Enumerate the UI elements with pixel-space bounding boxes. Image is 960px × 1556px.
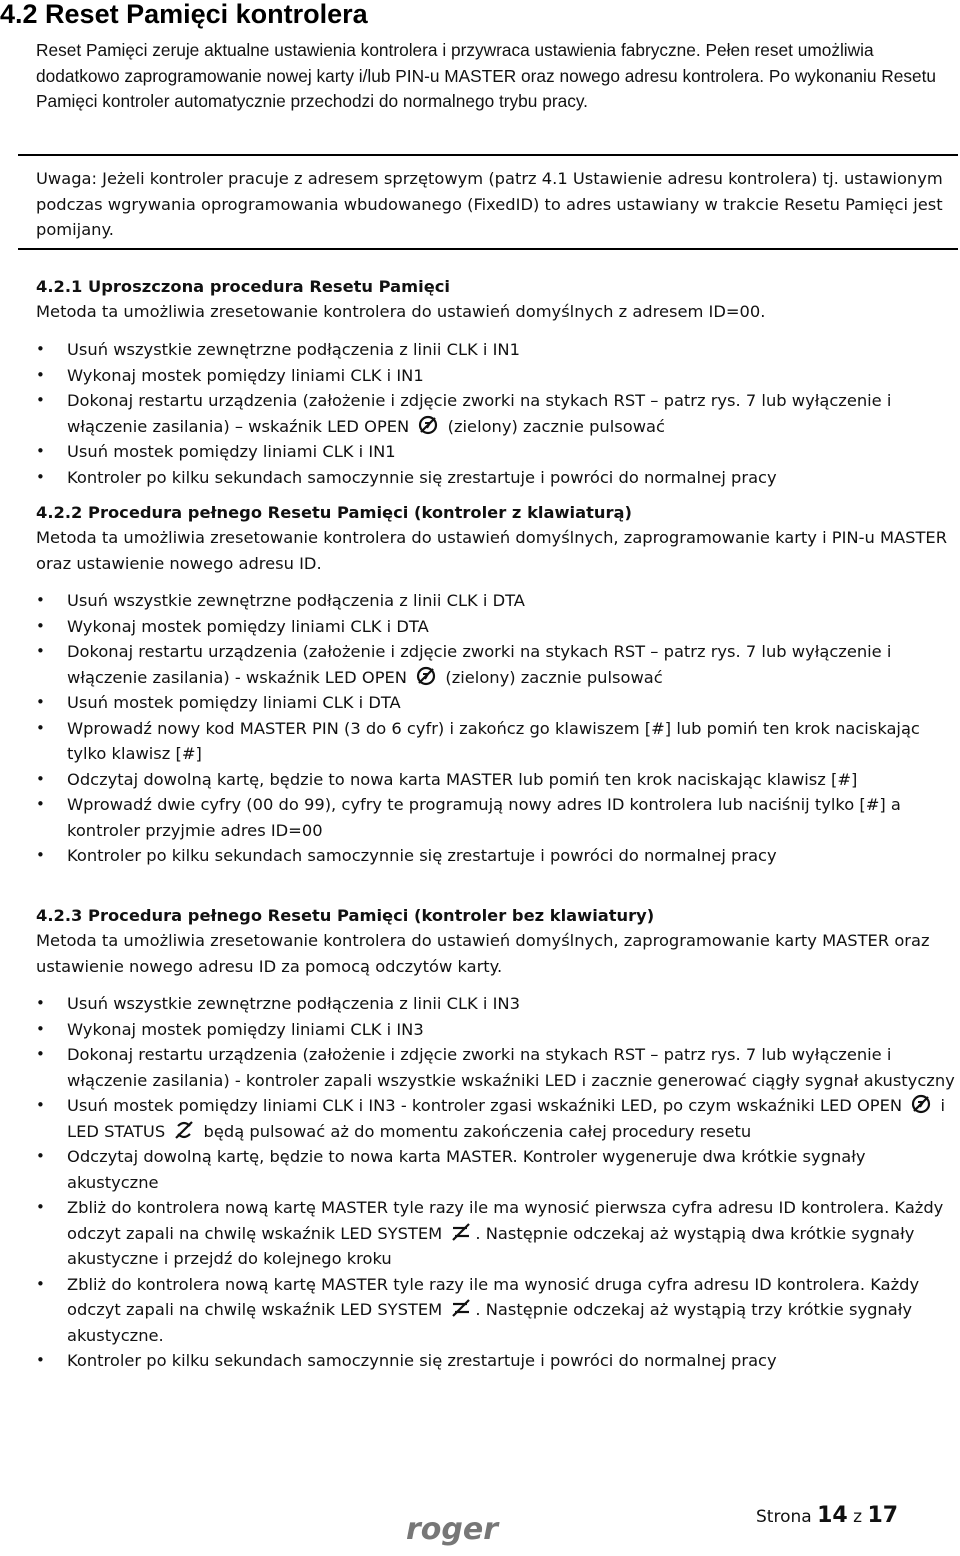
list-item: • Kontroler po kilku sekundach samoczynnie się zrestartuje i powróci do normalnej pracy <box>36 465 956 491</box>
list-item: • Zbliż do kontrolera nową kartę MASTER tyle razy ile ma wynosić druga cyfra adresu ID kontrolera. Każdy odczyt zapali na chwilę wskaźnik LED SYSTEM . Następnie odczekaj aż wystąpią trzy krótkie sygnały akustyczne. <box>36 1272 956 1349</box>
list-item: • Kontroler po kilku sekundach samoczynnie się zrestartuje i powróci do normalnej pracy <box>36 1348 956 1374</box>
list-item: • Usuń wszystkie zewnętrzne podłączenia z linii CLK i DTA <box>36 588 956 614</box>
s422-list <box>36 588 956 869</box>
s422-desc: Metoda ta umożliwia zresetowanie kontrolera do ustawień domyślnych, zaprogramowanie karty i PIN-u MASTER oraz ustawienie nowego adresu ID. <box>36 528 948 573</box>
list-item: • Wprowadź dwie cyfry (00 do 99), cyfry te programują nowy adres ID kontrolera lub naciśnij tylko [#] a kontroler przyjmie adres ID=00 <box>36 792 956 843</box>
s421-desc: Metoda ta umożliwia zresetowanie kontrolera do ustawień domyślnych z adresem ID=00. <box>36 302 766 321</box>
led-status-icon <box>172 1120 196 1140</box>
led-open-icon <box>414 666 438 686</box>
list-item: • Wykonaj mostek pomiędzy liniami CLK i IN1 <box>36 363 956 389</box>
list-item: • Usuń wszystkie zewnętrzne podłączenia z linii CLK i IN1 <box>36 337 956 363</box>
s421-title: 4.2.1 Uproszczona procedura Resetu Pamięci <box>36 277 450 296</box>
led-open-icon <box>909 1094 933 1114</box>
s421-list <box>36 337 956 490</box>
led-open-icon <box>416 415 440 435</box>
list-item: • Wprowadź nowy kod MASTER PIN (3 do 6 cyfr) i zakończ go klawiszem [#] lub pomiń ten krok naciskając tylko klawisz [#] <box>36 716 956 767</box>
note-text: Uwaga: Jeżeli kontroler pracuje z adresem sprzętowym (patrz 4.1 Ustawienie adresu kontrolera) tj. ustawionym podczas wgrywania oprogramowania wbudowanego (FixedID) to adres ustawiany w trakcie Resetu Pamięci jest pomijany. <box>36 169 943 239</box>
page-number: Strona 14 z 17 <box>756 1503 899 1528</box>
led-system-icon <box>449 1222 473 1242</box>
list-item: • Odczytaj dowolną kartę, będzie to nowa karta MASTER. Kontroler wygeneruje dwa krótkie sygnały akustyczne <box>36 1144 956 1195</box>
section-title: 4.2 Reset Pamięci kontrolera <box>0 0 368 29</box>
list-item: • Dokonaj restartu urządzenia (założenie i zdjęcie zworki na stykach RST – patrz rys. 7 lub wyłączenie i włączenie zasilania) - kontroler zapali wszystkie wskaźniki LED i zacznie generować ciągły sygnał akustyczny <box>36 1042 956 1093</box>
list-item: • Usuń wszystkie zewnętrzne podłączenia z linii CLK i IN3 <box>36 991 956 1017</box>
roger-logo: roger <box>406 1512 499 1547</box>
list-item: • Usuń mostek pomiędzy liniami CLK i IN1 <box>36 439 956 465</box>
note-box <box>18 154 958 250</box>
intro-paragraph: Reset Pamięci zeruje aktualne ustawienia kontrolera i przywraca ustawienia fabryczne. Pełen reset umożliwia dodatkowo zaprogramowanie nowej karty i/lub PIN-u MASTER oraz nowego adresu kontrolera. Po wykonaniu Resetu Pamięci kontroler automatycznie przechodzi do normalnego trybu pracy. <box>36 40 937 111</box>
list-item: • Odczytaj dowolną kartę, będzie to nowa karta MASTER lub pomiń ten krok naciskając klawisz [#] <box>36 767 956 793</box>
s423-desc: Metoda ta umożliwia zresetowanie kontrolera do ustawień domyślnych, zaprogramowanie karty MASTER oraz ustawienie nowego adresu ID za pomocą odczytów karty. <box>36 931 930 976</box>
led-system-icon <box>449 1298 473 1318</box>
s423-title: 4.2.3 Procedura pełnego Resetu Pamięci (kontroler bez klawiatury) <box>36 906 655 925</box>
list-item: • Usuń mostek pomiędzy liniami CLK i DTA <box>36 690 956 716</box>
list-item: • Usuń mostek pomiędzy liniami CLK i IN3 - kontroler zgasi wskaźniki LED, po czym wskaźniki LED OPEN i LED STATUS będą pulsować aż do momentu zakończenia całej procedury resetu <box>36 1093 956 1144</box>
list-item: • Wykonaj mostek pomiędzy liniami CLK i DTA <box>36 614 956 640</box>
s422-title: 4.2.2 Procedura pełnego Resetu Pamięci (kontroler z klawiaturą) <box>36 503 632 522</box>
list-item: • Kontroler po kilku sekundach samoczynnie się zrestartuje i powróci do normalnej pracy <box>36 843 956 869</box>
list-item: • Zbliż do kontrolera nową kartę MASTER tyle razy ile ma wynosić pierwsza cyfra adresu ID kontrolera. Każdy odczyt zapali na chwilę wskaźnik LED SYSTEM . Następnie odczekaj aż wystąpią dwa krótkie sygnały akustyczne i przejdź do kolejnego kroku <box>36 1195 956 1272</box>
list-item: • Dokonaj restartu urządzenia (założenie i zdjęcie zworki na stykach RST – patrz rys. 7 lub wyłączenie i włączenie zasilania) - wskaźnik LED OPEN (zielony) zacznie pulsować <box>36 639 956 690</box>
s423-list <box>36 991 956 1374</box>
list-item: • Dokonaj restartu urządzenia (założenie i zdjęcie zworki na stykach RST – patrz rys. 7 lub wyłączenie i włączenie zasilania) – wskaźnik LED OPEN (zielony) zacznie pulsować <box>36 388 956 439</box>
list-item: • Wykonaj mostek pomiędzy liniami CLK i IN3 <box>36 1017 956 1043</box>
